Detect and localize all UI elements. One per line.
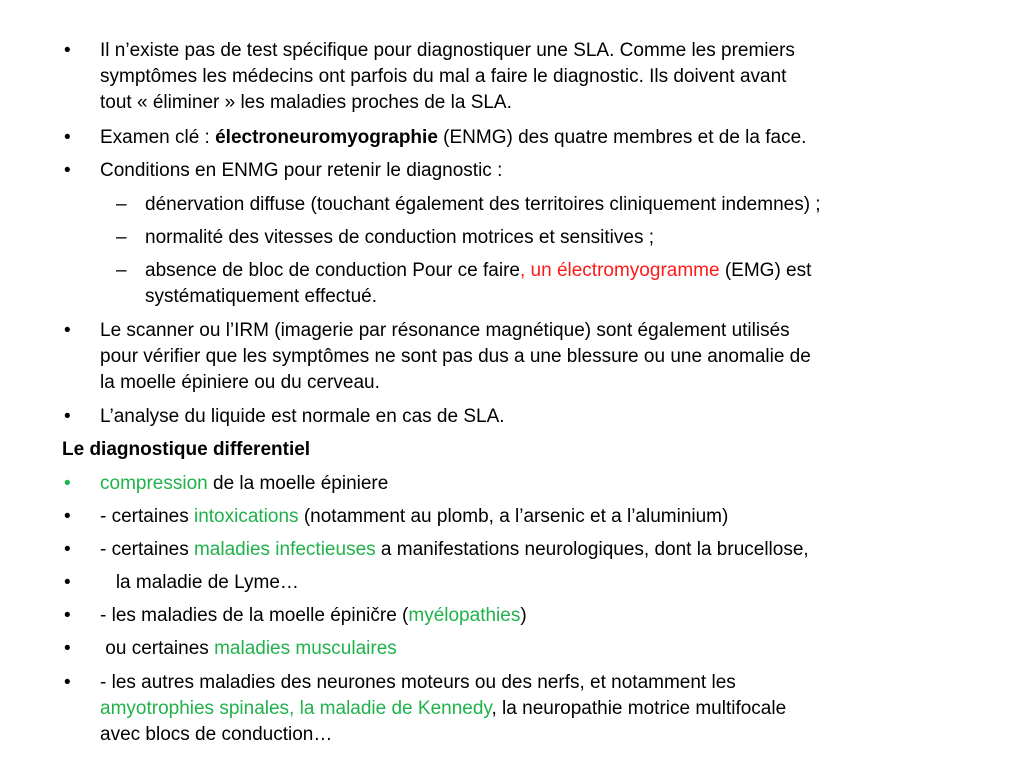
list-item: [100, 471, 388, 497]
text-segment: de la moelle épiniere: [207, 473, 389, 494]
text-segment: - certaines: [100, 506, 194, 527]
bullet-symbol: •: [64, 40, 71, 61]
paragraph-line: Il n’existe pas de test spécifique pour diagnostiquer une SLA. Comme les premiers: [100, 40, 795, 61]
highlight-green: maladies musculaires: [214, 638, 397, 659]
sub-item-line: systématiquement effectué.: [145, 286, 377, 307]
paragraph-line: la moelle épiniere ou du cerveau.: [100, 372, 380, 393]
section-heading: Le diagnostique differentiel: [62, 439, 311, 460]
dash-symbol: –: [116, 227, 127, 248]
list-item-continuation: avec blocs de conduction…: [100, 724, 333, 745]
bullet-symbol: •: [64, 127, 71, 148]
text-segment: absence de bloc de conduction Pour ce faire: [145, 260, 520, 281]
highlight-green: maladies infectieuses: [193, 539, 376, 560]
text-segment: (notamment au plomb, a l’arsenic et a l’aluminium): [298, 506, 729, 527]
text-segment: ): [520, 605, 527, 626]
text-segment: la maladie de Lyme…: [100, 572, 299, 593]
paragraph-line: Conditions en ENMG pour retenir le diagnostic :: [100, 160, 503, 181]
highlight-green: myélopathies: [408, 605, 521, 626]
bullet-symbol: •: [64, 638, 71, 659]
sub-item-line: dénervation diffuse (touchant également des territoires cliniquement indemnes) ;: [145, 194, 821, 215]
paragraph-line: L’analyse du liquide est normale en cas de SLA.: [100, 406, 505, 427]
text-segment: ou certaines: [100, 638, 215, 659]
text-segment: Examen clé :: [100, 127, 216, 148]
highlight-green: intoxications: [193, 506, 299, 527]
bullet-symbol: •: [64, 672, 71, 693]
bold-term: électroneuromyographie: [215, 127, 438, 148]
dash-symbol: –: [116, 260, 127, 281]
paragraph-line: Le scanner ou l’IRM (imagerie par résonance magnétique) sont également utilisés: [100, 320, 790, 341]
highlight-green: compression: [100, 473, 208, 494]
list-item: [100, 570, 299, 596]
sub-item-line: [145, 258, 811, 284]
list-item-continuation: [100, 696, 786, 722]
bullet-symbol: •: [64, 473, 71, 494]
bullet-symbol: •: [64, 506, 71, 527]
text-segment: a manifestations neurologiques, dont la brucellose,: [375, 539, 809, 560]
sub-item-line: normalité des vitesses de conduction motrices et sensitives ;: [145, 227, 655, 248]
list-item: [100, 504, 728, 530]
paragraph-line: tout « éliminer » les maladies proches de la SLA.: [100, 92, 512, 113]
list-item: [100, 537, 809, 563]
text-segment: , la neuropathie motrice multifocale: [491, 698, 787, 719]
highlight-red: , un électromyogramme: [519, 260, 720, 281]
bullet-symbol: •: [64, 605, 71, 626]
bullet-symbol: •: [64, 160, 71, 181]
text-segment: - les maladies de la moelle épiničre (: [100, 605, 409, 626]
text-segment: - certaines: [100, 539, 194, 560]
text-segment: (EMG) est: [719, 260, 812, 281]
bullet-symbol: •: [64, 539, 71, 560]
bullet-symbol: •: [64, 406, 71, 427]
paragraph-line: symptômes les médecins ont parfois du mal a faire le diagnostic. Ils doivent avant: [100, 66, 787, 87]
bullet-symbol: •: [64, 320, 71, 341]
dash-symbol: –: [116, 194, 127, 215]
text-segment: (ENMG) des quatre membres et de la face.: [437, 127, 807, 148]
highlight-green: amyotrophies spinales, la maladie de Kennedy: [100, 698, 492, 719]
list-item: [100, 636, 397, 662]
list-item: [100, 603, 527, 629]
paragraph-line: pour vérifier que les symptômes ne sont pas dus a une blessure ou une anomalie de: [100, 346, 811, 367]
bullet-symbol: •: [64, 572, 71, 593]
paragraph-line: [100, 125, 806, 151]
list-item: - les autres maladies des neurones moteurs ou des nerfs, et notamment les: [100, 672, 736, 693]
